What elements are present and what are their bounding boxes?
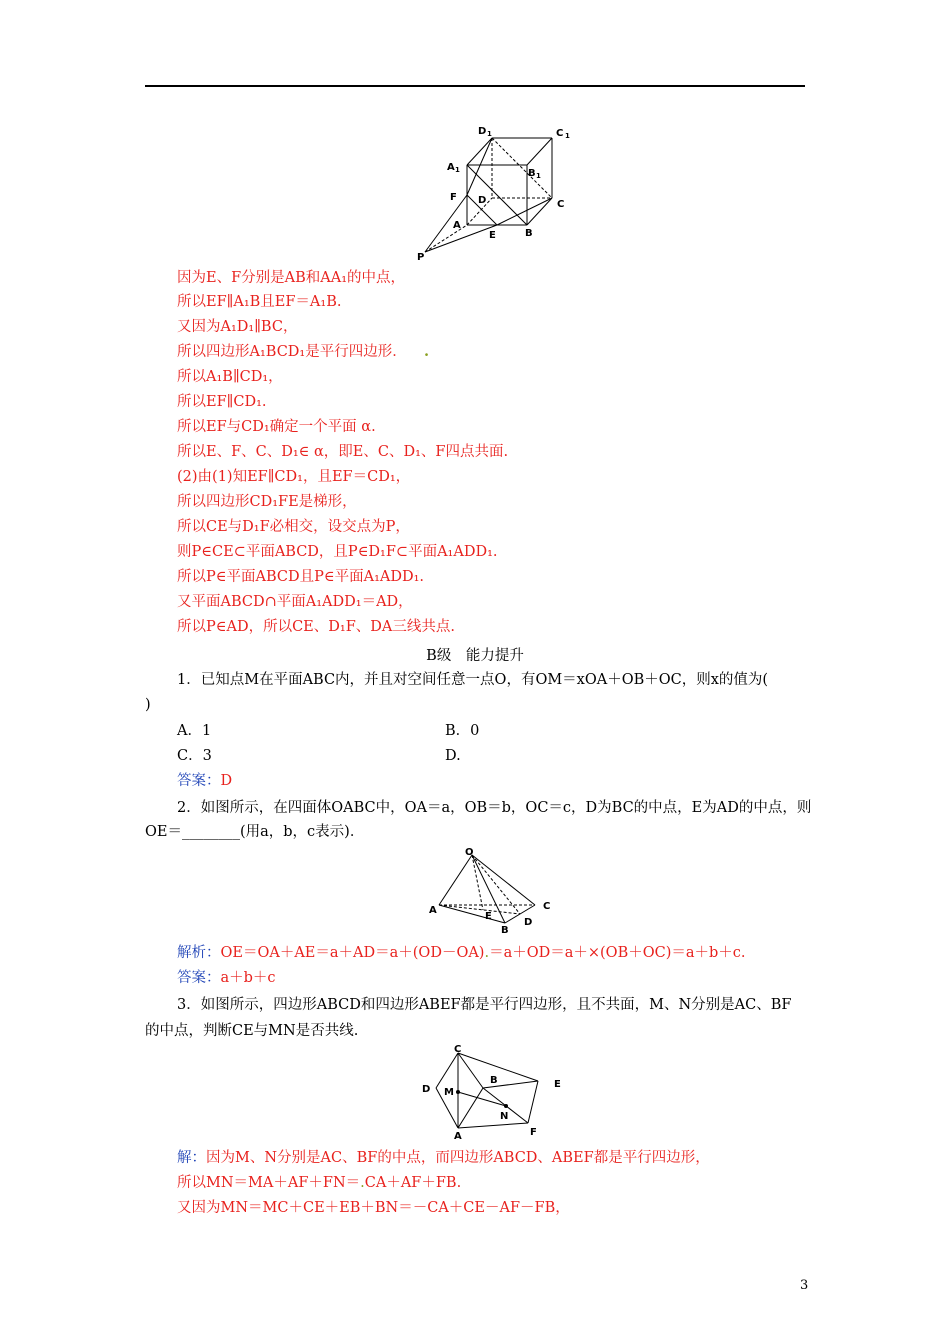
label-O: O [465,847,474,858]
dot-mark: . [424,343,430,360]
label-D: D [478,195,487,206]
q1-option-c: C．3 [177,748,212,764]
dot-mark: . [360,1175,365,1191]
label-C1: C [556,128,564,139]
label-B1-sub: 1 [536,172,541,180]
label-E: E [489,230,496,241]
label-D1-sub: 1 [487,130,492,138]
q2-solution-label: 解析： [177,945,221,961]
proof-line: 又因为A₁D₁∥BC， [177,319,298,335]
parallelogram-figure [418,1043,573,1141]
proof-line: 所以EF∥A₁B且EF＝A₁B. [177,294,342,310]
q3-stem: 3．如图所示，四边形ABCD和四边形ABEF都是平行四边形，且不共面，M、N分别是AC、BF [177,997,792,1013]
label-A: A [454,1131,462,1141]
q2-solution-text: OE＝OA＋AE＝a＋AD＝a＋(OD－OA) [220,945,485,961]
label-C: C [543,901,551,912]
q3-solution-2 [177,1173,461,1193]
label-P: P [417,252,425,263]
point-N [504,1104,508,1108]
label-N: N [500,1111,509,1122]
label-D: D [524,917,533,928]
proof-line: 所以EF∥CD₁. [177,394,267,410]
label-A: A [453,220,461,231]
q1-answer [177,771,232,791]
label-C: C [454,1044,462,1055]
proof-line: (2)由(1)知EF∥CD₁，且EF＝CD₁， [177,469,411,485]
section-title: B级 能力提升 [426,648,524,664]
q3-solution-2c: CA＋AF＋FB. [364,1175,462,1191]
point-M [456,1090,460,1094]
proof-line: 所以A₁B∥CD₁， [177,369,283,385]
q2-answer [177,968,276,988]
page-number: 3 [800,1278,809,1293]
q1-answer-label: 答案： [177,773,221,789]
q2-stem-end: OE＝________(用a，b，c表示)． [145,824,365,840]
proof-line: 则P∈CE⊂平面ABCD，且P∈D₁F⊂平面A₁ADD₁. [177,544,498,560]
q1-stem-end: ) [145,697,151,713]
dot-mark: . [484,945,490,961]
proof-line: 又平面ABCD∩平面A₁ADD₁＝AD， [177,594,413,610]
label-C1-sub: 1 [565,132,570,140]
label-M: M [444,1087,454,1098]
proof-line: 因为E、F分别是AB和AA₁的中点， [177,270,406,286]
q2-answer-value: a＋b＋c [220,970,276,986]
cube-figure [410,120,580,265]
label-A1: A [447,162,455,173]
label-E: E [554,1079,561,1090]
q3-solution-2a: 所 [177,1175,192,1191]
proof-line: 所以E、F、C、D₁∈ α，即E、C、D₁、F四点共面. [177,444,509,460]
q1-answer-value: D [220,773,233,789]
q1-stem: 1．已知点M在平面ABC内，并且对空间任意一点O，有OM＝xOA＋OB＋OC，则x的值为( [177,672,769,688]
q2-solution [177,943,746,963]
proof-line: 所以四边形CD₁FE是梯形， [177,494,357,510]
q3-stem-end: 的中点，判断CE与MN是否共线. [145,1023,359,1039]
label-D1: D [478,126,487,137]
label-F: F [530,1127,537,1138]
q3-solution-2b: 以MN＝MA＋AF＋FN＝ [191,1175,361,1191]
label-A1-sub: 1 [455,166,460,174]
q3-solution-label: 解： [177,1150,206,1166]
q1-option-d: D. [445,748,461,764]
proof-line: 所以P∈AD，所以CE、D₁F、DA三线共点. [177,619,455,635]
label-A: A [429,905,437,916]
label-E: E [485,911,492,922]
proof-line: 所以四边形A₁BCD₁是平行四边形． [177,344,407,360]
proof-line: 所以P∈平面ABCD且P∈平面A₁ADD₁. [177,569,425,585]
label-C: C [557,199,565,210]
header-rule [145,85,805,87]
q1-option-a: A．1 [177,723,212,739]
tetrahedron-figure [425,845,565,935]
label-F: F [450,192,457,203]
label-B: B [501,925,509,935]
label-B1: B [528,168,536,179]
q3-solution-3: 又因为MN＝MC＋CE＋EB＋BN＝－CA＋CE－AF－FB， [177,1200,570,1216]
q3-solution-1 [177,1148,710,1168]
proof-line: 所以EF与CD₁确定一个平面 α. [177,419,376,435]
proof-line: 所以CE与D₁F必相交，设交点为P， [177,519,410,535]
q2-answer-label: 答案： [177,970,221,986]
label-D: D [422,1084,431,1095]
q2-stem: 2．如图所示，在四面体OABC中，OA＝a，OB＝b，OC＝c，D为BC的中点，E为AD的中点，则 [177,800,812,816]
q1-option-b: B．0 [445,723,480,739]
q3-solution-text: 因为M、N分别是AC、BF的中点，而四边形ABCD、ABEF都是平行四边形， [206,1150,710,1166]
q2-solution-tail: ＝a＋OD＝a＋×(OB＋OC)＝a＋b＋c. [489,945,746,961]
label-B: B [525,228,533,239]
label-B: B [490,1075,498,1086]
